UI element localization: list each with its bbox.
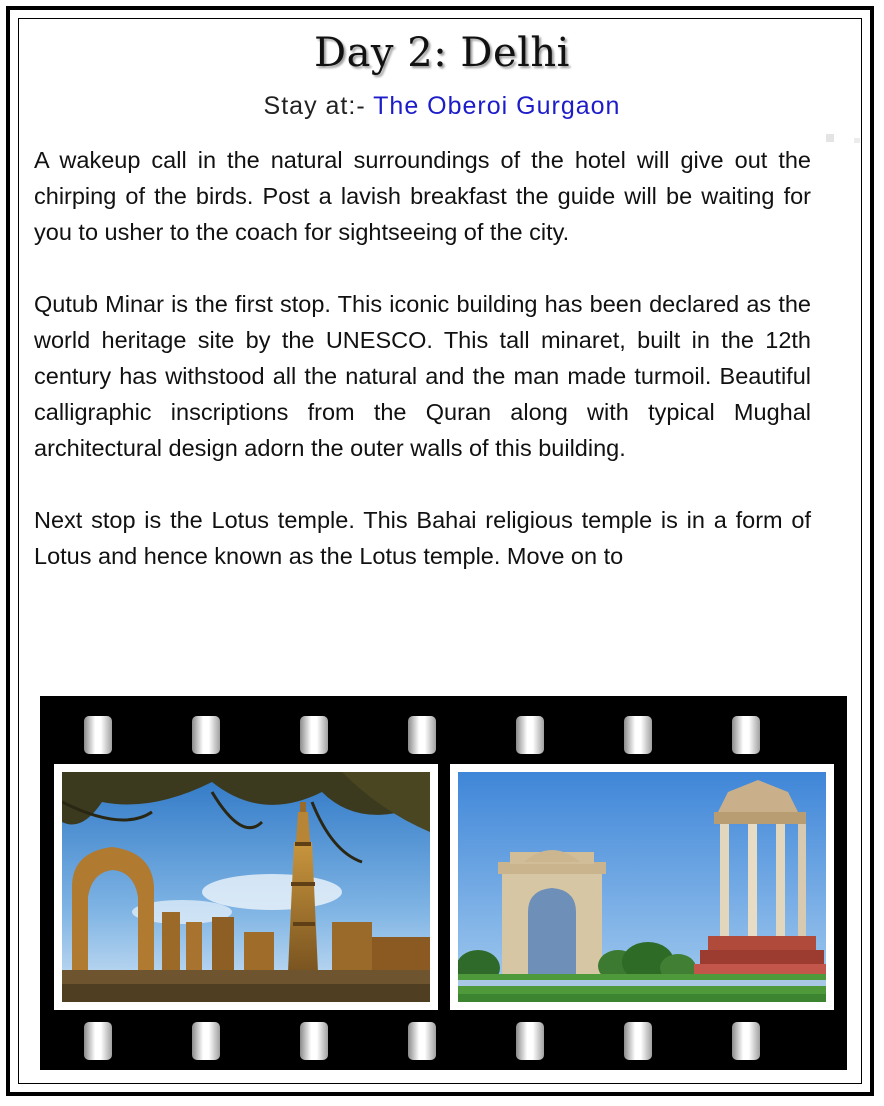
sprocket-hole bbox=[516, 716, 544, 754]
sprocket-hole bbox=[192, 716, 220, 754]
photo-frame-india-gate bbox=[450, 764, 834, 1010]
sprocket-hole bbox=[732, 1022, 760, 1060]
paragraph-lotus-temple: Next stop is the Lotus temple. This Bahai religious temple is in a form of Lotus and hence known as the Lotus temple. Move on to bbox=[34, 507, 811, 569]
decor-fleck bbox=[854, 138, 860, 143]
itinerary-text bbox=[34, 142, 811, 574]
photo-frame-qutub-minar bbox=[54, 764, 438, 1010]
india-gate-photo bbox=[458, 772, 826, 1002]
sprocket-hole bbox=[624, 716, 652, 754]
sprocket-hole bbox=[300, 716, 328, 754]
sprocket-hole bbox=[624, 1022, 652, 1060]
filmstrip bbox=[40, 696, 847, 1070]
sprocket-hole bbox=[300, 1022, 328, 1060]
hotel-name: The Oberoi Gurgaon bbox=[373, 92, 621, 120]
sprocket-hole bbox=[192, 1022, 220, 1060]
decor-fleck bbox=[826, 134, 834, 142]
stay-label: Stay at:- bbox=[263, 92, 374, 120]
qutub-minar-illustration bbox=[62, 772, 430, 1002]
paragraph-wakeup: A wakeup call in the natural surroundings of the hotel will give out the chirping of the birds. Post a lavish breakfast the guide will be waiting for you to usher to the coach for sightseeing of the city. bbox=[34, 147, 811, 245]
sprocket-hole bbox=[408, 716, 436, 754]
qutub-minar-photo bbox=[62, 772, 430, 1002]
paragraph-qutub-minar: Qutub Minar is the first stop. This iconic building has been declared as the world heritage site by the UNESCO. This tall minaret, built in the 12th century has withstood all the natural and the man made turmoil. Beautiful calligraphic inscriptions from the Quran along with typical Mughal architectural design adorn the outer walls of this building. bbox=[34, 291, 811, 461]
sprocket-hole bbox=[84, 716, 112, 754]
page-title: Day 2: Delhi bbox=[314, 30, 570, 76]
india-gate-illustration bbox=[458, 772, 826, 1002]
sprocket-hole bbox=[516, 1022, 544, 1060]
sprocket-hole bbox=[84, 1022, 112, 1060]
sprocket-hole bbox=[732, 716, 760, 754]
stay-line bbox=[0, 92, 884, 121]
sprocket-hole bbox=[408, 1022, 436, 1060]
